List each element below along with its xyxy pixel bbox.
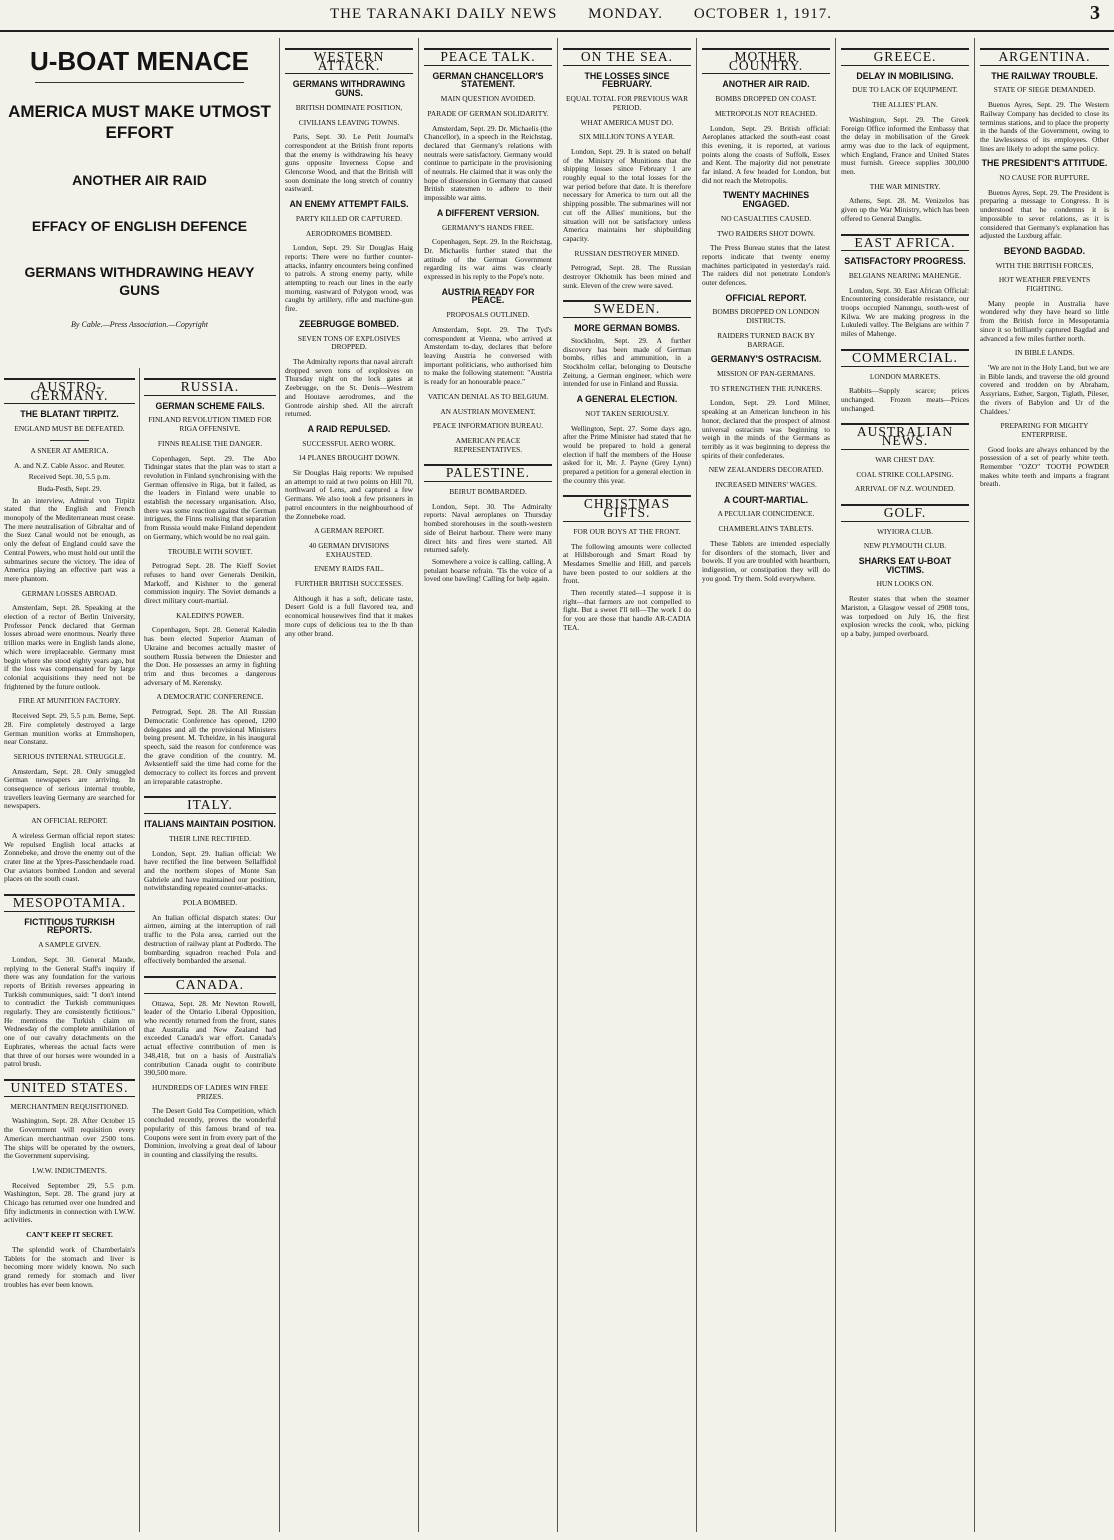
article-text: London, Sept. 29. British official: Aeroplanes attacked the south-east coast this evening, it is reported, at various points along the coasts of Suffolk, Essex and Kent. The majority did not penetrate far inland. A few headed for London, but did not reach the Metropolis. [702, 123, 830, 185]
section-mother-country: MOTHER COUNTRY. [702, 48, 830, 74]
small-head: CIVILIANS LEAVING TOWNS. [298, 117, 400, 127]
column-mother-country [697, 38, 836, 1532]
masthead [0, 0, 1114, 32]
small-head: METROPOLIS NOT REACHED. [715, 108, 817, 118]
small-head: BOMBS DROPPED ON COAST. [715, 94, 817, 104]
article-text: Petrograd, Sept. 28. The Russian destroyer Okhotnik has been mined and sunk. Eleven of the crew were saved. [563, 263, 691, 290]
section-canada: CANADA. [144, 976, 276, 994]
small-head: A PECULIAR COINCIDENCE. [717, 509, 815, 519]
small-head: LONDON MARKETS. [869, 371, 941, 381]
article-text: London, Sept. 30. The Admiralty reports: Naval aeroplanes on Thursday bombed storehouses in the south-western side of Beirut harbour. There were many direct hits and fires were started. All returned safely. [424, 501, 552, 555]
small-head: GERMANY'S HANDS FREE. [442, 222, 534, 232]
small-head: MAIN QUESTION AVOIDED. [440, 94, 536, 104]
received-line: Received Sept. 30, 5.5 p.m. [28, 472, 111, 482]
advert-title: CAN'T KEEP IT SECRET. [26, 1230, 113, 1240]
section-palestine: PALESTINE. [424, 464, 552, 482]
column-peace-talk [419, 38, 558, 1532]
small-head: FIRE AT MUNITION FACTORY. [18, 696, 121, 706]
subhead: A DIFFERENT VERSION. [436, 207, 540, 218]
small-head: HOT WEATHER PREVENTS FIGHTING. [998, 275, 1091, 294]
small-head: PARTY KILLED OR CAPTURED. [295, 213, 403, 223]
small-head: BRITISH DOMINATE POSITION, [295, 102, 403, 112]
byline: By Cable.—Press Association.—Copyright [71, 320, 208, 329]
article-text: In an interview, Admiral von Tirpitz stated that the English and French monopoly of the Mediterranean must cease. The mere neutralisation of Gibraltar and of the Suez Canal would not be enough, as only the defeat of England could save the Central Powers, who must hold out until the submarines secure the victory. The idea of America playing an effective part was a mere phantom. [4, 495, 135, 583]
subcolumn-austro-germany [0, 368, 140, 1532]
section-australian-news: AUSTRALIAN NEWS. [841, 423, 969, 449]
section-united-states: UNITED STATES. [4, 1079, 135, 1097]
article-text: Received September 29, 5.5 p.m. Washington, Sept. 28. The grand jury at Chicago has returned over one hundred and fifty indictments in connection with I.W.W. activities. [4, 1180, 135, 1225]
small-head: PREPARING FOR MIGHTY ENTERPRISE. [1000, 421, 1089, 439]
subhead: GERMAN CHANCELLOR'S STATEMENT. [432, 70, 544, 90]
subhead: SATISFACTORY PROGRESS. [844, 256, 966, 267]
small-head: PROPOSALS OUTLINED. [446, 310, 530, 320]
small-head: MISSION OF PAN-GERMANS. [716, 368, 816, 378]
place-line: Buda-Pesth, Sept. 29. [37, 483, 102, 493]
section-mesopotamia: MESOPOTAMIA. [4, 894, 135, 912]
masthead-title [330, 6, 858, 23]
subhead: ANOTHER AIR RAID. [722, 79, 810, 90]
credit-line: A. and N.Z. Cable Assoc. and Reuter. [13, 460, 126, 470]
section-russia: RUSSIA. [144, 378, 276, 396]
article-text: Paris, Sept. 30. Le Petit Journal's correspondent at the British front reports that the enemy is withdrawing his heavy guns opposite Inverness Copse and Glencorse Wood, and that the British will soon dominate the long stretch of country eastward. [285, 132, 413, 194]
small-head: RAIDERS TURNED BACK BY BARRAGE. [717, 330, 815, 349]
section-east-africa: EAST AFRICA. [841, 234, 969, 252]
subhead: GERMANY'S OSTRACISM. [710, 354, 822, 365]
column-on-the-sea [558, 38, 697, 1532]
article-text: Washington, Sept. 29. The Greek Foreign Office informed the Embassy that the delay in mobilisation of the Greek army was due to the lack of equipment, which England, France and United States must furnish. Greece supplies 300,000 men. [841, 114, 969, 177]
small-head: IN BIBLE LANDS. [1014, 348, 1075, 358]
subhead: AUSTRIA READY FOR PEACE. [441, 286, 535, 306]
small-head: AN OFFICIAL REPORT. [31, 816, 108, 826]
small-head: ARRIVAL OF N.Z. WOUNDED. [854, 484, 956, 494]
subhead: ZEEBRUGGE BOMBED. [299, 318, 399, 329]
small-head: NO CASUALTIES CAUSED. [720, 213, 812, 223]
small-head: INCREASED MINERS' WAGES. [715, 480, 817, 490]
article-text: Stockholm, Sept. 29. A further discovery has been made of German bombs, rifles and ammunition, in a Stockholm cellar, belonging to Deutsche Zeitung, a German engineer, which were intended for use in Finland and Russia. [563, 335, 691, 389]
subhead: MORE GERMAN BOMBS. [574, 323, 680, 334]
subhead: BEYOND BAGDAD. [1003, 245, 1086, 256]
article-text: The Admiralty reports that naval aircraft dropped seven tons of explosives on Thursday night on the lock gates at Zeebrugge, on the St. Denis—Westrem and Houtave aerodromes, and the Gontrode airship shed. All the aircraft returned. [285, 356, 413, 419]
small-head: A GERMAN REPORT. [314, 526, 384, 536]
lead-deck-1: AMERICA MUST MAKE UTMOST EFFORT [8, 102, 271, 142]
section-western-attack: WESTERN ATTACK. [285, 48, 413, 74]
small-head: ENGLAND MUST BE DEFEATED. [14, 424, 125, 434]
small-head: RUSSIAN DESTROYER MINED. [574, 248, 680, 258]
divider [50, 440, 89, 441]
section-on-the-sea: ON THE SEA. [563, 48, 691, 66]
advert-text: The splendid work of Chamberlain's Tablets for the stomach and liver is becoming more widely known. No such grand remedy for stomach and liver troubles has ever been known. [4, 1244, 135, 1289]
section-commercial: COMMERCIAL. [841, 349, 969, 367]
article-text: Copenhagen, Sept. 29. The Abo Tidningar states that the plan was to start a revolution in Finland synchronising with the German offensive in Riga, but it failed, as the leaders in Finland were unable to establish the necessary organisation. Also, there was some reaction against the German intrigues, the Finns realising that separation from Russia would make Finland dependent on Germany, which would be no real gain. [144, 453, 276, 541]
small-head: THE WAR MINISTRY. [869, 181, 941, 191]
subhead: GERMAN SCHEME FAILS. [155, 400, 265, 411]
small-head: TROUBLE WITH SOVIET. [167, 546, 253, 556]
small-head: GERMAN LOSSES ABROAD. [21, 588, 118, 598]
section-greece: GREECE. [841, 48, 969, 66]
small-head: TO STRENGTHEN THE JUNKERS. [709, 383, 823, 393]
lead-deck-4: GERMANS WITHDRAWING HEAVY GUNS [24, 264, 255, 298]
article-text: Athens, Sept. 28. M. Venizelos has given up the War Ministry, which has been offered to General Danglis. [841, 196, 969, 223]
advert-text: Then recently stated—I suppose it is right—that farmers are not compelled to fight. But a sweet I'll tell—The work I do for you are those that handle AR-CADIA TEA. [563, 588, 691, 632]
column-lead [0, 38, 280, 1532]
advert-text: These Tablets are intended especially for disorders of the stomach, liver and bowels. If you are troubled with heartburn, indigestion, or constipation they will do you good. Try them. Sold everywhere. [702, 538, 830, 583]
article-text: Received Sept. 29, 5.5 p.m. Berne, Sept. 28. Fire completely destroyed a large German munition works at Emmshopen, near Constanz. [4, 711, 135, 747]
masthead-day: MONDAY. [588, 6, 664, 22]
small-head: 40 GERMAN DIVISIONS EXHAUSTED. [308, 540, 390, 559]
article-text: Reuter states that when the steamer Mariston, a Glasgow vessel of 2908 tons, was torpedoed on July 16, the first explosion wrecks the cook, who, picking up a baby, jumped overboard. [841, 594, 969, 638]
article-text: London, Sept. 29. Italian official: We have rectified the line between Sellaffidol and the northern slopes of Monte San Gabriele and have maintained our position, notwithstanding repeated counter-attacks. [144, 848, 276, 893]
small-head: ENEMY RAIDS FAIL. [314, 564, 384, 574]
subhead: AN ENEMY ATTEMPT FAILS. [289, 199, 409, 210]
article-text: An Italian official dispatch states: Our airmen, aiming at the interruption of rail traffic to the Pola area, carried out the destruction of railway plant at Podbrdo. The bombarding squadron reached Pola and effectively bombarded the arsenal. [144, 912, 276, 966]
article-text: Copenhagen, Sept. 29. In the Reichstag, Dr. Michaelis further stated that the attitude of the German Government regarding its war aims was clearly expressed in his reply to the Pope's note. [424, 237, 552, 282]
subhead: THE RAILWAY TROUBLE. [991, 70, 1098, 81]
small-head: CHAMBERLAIN'S TABLETS. [718, 524, 814, 534]
small-head: WHAT AMERICA MUST DO. [580, 117, 674, 127]
article-text: Ottawa, Sept. 28. Mr Newton Rowell, leader of the Ontario Liberal Opposition, who recently returned from the front, states that Australia and New Zealand had exceeded Canada's war effort. Canada's actual effective contribution of men is 348,418, but on a basis of Australia's contribution Canada ought to contribute 390,500 more. [144, 998, 276, 1078]
article-text: Many people in Australia have wondered why they have heard so little from the British force in Mesopotamia since it so brilliantly captured Bagdad and advanced a few miles further north. [980, 298, 1109, 343]
lead-deck-3: EFFACY OF ENGLISH DEFENCE [31, 218, 248, 234]
section-argentina: ARGENTINA. [980, 48, 1109, 66]
small-head: BEIRUT BOMBARDED. [449, 487, 527, 497]
article-text: London, Sept. 29. Lord Milner, speaking at an American luncheon in his honor, declared that the prospect of almost universal ostracism was beginning to weigh in the minds of the Germans as terribly as it was beginning to depress the spirits of their confederates. [702, 398, 830, 460]
article-text: London, Sept. 29. It is stated on behalf of the Ministry of Munitions that the shipping losses since February 1 are roughly equal to the total losses for the war period before that date. It is therefore necessary for America to turn out all the shipping possible. The submarines will not cut off the Allies' munitions, but the situation will not be satisfactory unless America maintains her shipbuilding capacity. [563, 146, 691, 243]
small-head: BOMBS DROPPED ON LONDON DISTRICTS. [712, 307, 820, 326]
article-text: 'We are not in the Holy Land, but we are in Bible lands, and traverse the old ground covered and trodden on by Abraham, Assyrians, Esther, Sargon, Tiglath, Pileser, the rivers of Babylon and Ur of the Chaldees.' [980, 362, 1109, 416]
subhead: THE PRESIDENT'S ATTITUDE. [981, 158, 1108, 169]
article-text: A wireless German official report states: We repulsed English local attacks at Zonnebeke, and drove the enemy out of the crater line at the Ypres-Passchendaele road. Our aviators bombed London and several places on the south coast. [4, 830, 135, 884]
page-number: 3 [1090, 2, 1100, 24]
small-head: 14 PLANES BROUGHT DOWN. [298, 453, 400, 463]
small-head: KALEDIN'S POWER. [176, 610, 244, 620]
small-head: STATE OF SIEGE DEMANDED. [993, 85, 1096, 95]
article-text: Amsterdam, Sept. 29. The Tyd's correspondent at Vienna, who arrived at Amsterdam to-day, declares that before leaving Austria he conversed with important politicians, who authorised him to make the following statement: "Austria is ready for an honourable peace." [424, 324, 552, 387]
subhead: TWENTY MACHINES ENGAGED. [722, 190, 810, 210]
small-head: NO CAUSE FOR RUPTURE. [999, 173, 1090, 183]
small-head: BELGIANS NEARING MAHENGE. [848, 270, 962, 280]
small-head: A SNEER AT AMERICA. [30, 445, 109, 455]
small-head: SIX MILLION TONS A YEAR. [579, 132, 675, 142]
small-head: A DEMOCRATIC CONFERENCE. [156, 692, 264, 702]
article-text: Amsterdam, Sept. 28. Speaking at the election of a rector of Berlin University, Professor Penck declared that German losses abroad were enormous. Nearly three trillion marks were in English lands alone, which were irreplaceable. Germany must begin where she stood eighty years ago, but if the loss was compensated for by large colonial acquisitions they need not be frightened by the future outlook. [4, 603, 135, 691]
small-head: PEACE INFORMATION BUREAU. [432, 421, 544, 431]
subhead: FICTITIOUS TURKISH REPORTS. [24, 916, 115, 936]
small-head: A SAMPLE GIVEN. [38, 940, 101, 950]
article-text: Petrograd Sept. 28. The Kieff Soviet refuses to hand over Generals Denikin, Markoff, and Kishner to the general commission inquiry. The Soviet demands a direct military court-martial. [144, 561, 276, 606]
lead-subcolumns [0, 368, 279, 1532]
small-head: I.W.W. INDICTMENTS. [32, 1165, 107, 1175]
small-head: FINNS REALISE THE DANGER. [157, 438, 263, 448]
section-peace-talk: PEACE TALK. [424, 48, 552, 66]
subhead: GERMANS WITHDRAWING GUNS. [292, 79, 406, 99]
small-head: SERIOUS INTERNAL STRUGGLE. [13, 751, 126, 761]
section-austro-germany: AUSTRO-GERMANY. [4, 378, 135, 404]
small-head: HUN LOOKS ON. [876, 579, 934, 589]
small-head: COAL STRIKE COLLAPSING. [856, 469, 954, 479]
article-text: Sir Douglas Haig reports: We repulsed an attempt to raid at two points on Hill 70, northward of Lens, and captured a few Germans. We also took a few prisoners in patrol encounters in the neighbourhood of the Zonnebeke road. [285, 468, 413, 521]
small-head: POLA BOMBED. [182, 898, 238, 908]
small-head: HUNDREDS OF LADIES WIN FREE PRIZES. [151, 1083, 269, 1101]
small-head: NEW ZEALANDERS DECORATED. [708, 465, 824, 475]
subhead: THE LOSSES SINCE FEBRUARY. [584, 70, 670, 90]
small-head: AERODROMES BOMBED. [305, 228, 393, 238]
article-text: Rabbits—Supply scarce; prices unchanged. Frozen meats—Prices unchanged. [841, 386, 969, 413]
small-head: NEW PLYMOUTH CLUB. [863, 541, 947, 551]
article-text: Buenos Ayres, Sept. 29. The Western Railway Company has decided to close its terminus stations, and to place the property in the hands of the Government, owing to the lawlessness of its employees. Other lines are likely to adopt the same policy. [980, 100, 1109, 153]
article-text: The Press Bureau states that the latest reports indicate that twenty enemy machines participated in yesterday's raid. The raiders did not penetrate London's outer defences. [702, 243, 830, 288]
article-text: Copenhagen, Sept. 28. General Kaledin has been elected Superior Ataman of Ukraine and becomes actually master of southern Russia between the Dniester and the Don. He possesses an army in fighting trim and thus becomes a dangerous adversary of M. Kerensky. [144, 625, 276, 687]
small-head: SEVEN TONS OF EXPLOSIVES DROPPED. [297, 333, 401, 352]
subhead: A RAID REPULSED. [307, 423, 391, 434]
article-text: London, Sept. 30. East African Official: Encountering considerable resistance, our troops occupied Nanungu, south-west of Kilwa. We are making progress in the Lukuledi valley. The Belgians are within 7 miles of Mahenge. [841, 285, 969, 339]
small-head: WIYIORA CLUB. [877, 526, 933, 536]
subhead: A COURT-MARTIAL. [723, 494, 809, 505]
small-head: FOR OUR BOYS AT THE FRONT. [573, 526, 681, 536]
small-head: FINLAND REVOLUTION TIMED FOR RIGA OFFENSIVE. [148, 415, 272, 434]
paper-name: THE TARANAKI DAILY NEWS [330, 6, 558, 22]
article-text: London, Sept. 30. General Maude, replying to the General Staff's inquiry if there was any foundation for the various reports of British reverses appearing in Turkish communiques, said: "I don't intend to contradict the Turkish communiques regularly. They are consistently fictitious." He mentions the Turkish claim on Wednesday of the complete annihilation of one of our cavalry detachments on the Euphrates, whereas the actual facts were that three of our horses were wounded in a patrol brush. [4, 954, 135, 1069]
small-head: DUE TO LACK OF EQUIPMENT. [852, 85, 958, 95]
small-head: WAR CHEST DAY. [875, 454, 935, 464]
column-western-attack [280, 38, 419, 1532]
section-italy: ITALY. [144, 796, 276, 814]
small-head: FURTHER BRITISH SUCCESSES. [294, 579, 404, 589]
small-head: PARADE OF GERMAN SOLIDARITY. [427, 108, 549, 118]
section-christmas-gifts: CHRISTMAS GIFTS. [563, 495, 691, 521]
article-text: The Desert Gold Tea Competition, which concluded recently, proves the wonderful popularity of this famous brand of tea. Coupons were sent in from every part of the Dominion, involving a great deal of labour in counting and classifying the results. [144, 1106, 276, 1159]
section-sweden: SWEDEN. [563, 300, 691, 318]
advert-text: Somewhere a voice is calling, calling, A petulant hoarse refrain. 'Tis the voice of a loved one bawling! Calling for help again. [424, 556, 552, 584]
small-head: TWO RAIDERS SHOT DOWN. [717, 228, 815, 238]
article-text: London, Sept. 29. Sir Douglas Haig reports: There were no further counter-attacks, infantry encounters being confined to patrols. A strong enemy party, while attempting to reach our lines in the early morning, eastward of Polygon wood, was caught by artillery, rifle and machine-gun fire. [285, 243, 413, 314]
masthead-date: OCTOBER 1, 1917. [693, 6, 833, 22]
article-text: Petrograd, Sept. 28. The All Russian Democratic Conference has opened, 1200 delegates and all the provisional Ministers being present. M. Tcheidze, in his inaugural speech, said the reason for conference was the grave condition of the country. M. Avksentieff said the time had come for the democracy to collect its forces and prevent an irreparable catastrophe. [144, 707, 276, 786]
small-head: MERCHANTMEN REQUISITIONED. [10, 1101, 129, 1111]
advert-text: Good looks are always enhanced by the possession of a set of pearly white teeth. Remember "OZO" TOOTH POWDER makes white teeth and imparts a fragrant breath. [980, 444, 1109, 489]
small-head: THEIR LINE RECTIFIED. [169, 833, 251, 843]
subhead: A GENERAL ELECTION. [576, 394, 678, 405]
small-head: AN AUSTRIAN MOVEMENT. [440, 406, 536, 416]
subhead-tirpitz: THE BLATANT TIRPITZ. [20, 409, 119, 420]
small-head: THE ALLIES' PLAN. [872, 100, 938, 110]
lead-deck-2: ANOTHER AIR RAID [72, 172, 207, 188]
article-text: Although it has a soft, delicate taste, Desert Gold is a full flavored tea, and economical housewives find that it makes more cups of delicious tea to the lb than any other brand. [285, 593, 413, 638]
article-text: Buenos Ayres, Sept. 29. The President is preparing a message to Congress. It is understood that he condemns it is impossible to sever relations, as it is considered that Germany's explanation has adjusted the Luxburg affair. [980, 187, 1109, 241]
small-head: WITH THE BRITISH FORCES, [995, 260, 1094, 270]
small-head: SUCCESSFUL AERO WORK. [302, 438, 396, 448]
article-text: Amsterdam, Sept. 28. Only smuggled German newspapers are arriving. In consequence of serious internal trouble, travellers leaving Germany are searched for newspapers. [4, 766, 135, 811]
article-text: Amsterdam, Sept. 29. Dr. Michaelis (the Chancellor), in a speech in the Reichstag, declared that Germany's relations with neutrals were satisfactory. Germany would continue to participate in the provisioning of neutrals. He claimed that it was only the hope of dissension in Germany that caused British statesmen to adhere to their impossible war aims. [424, 123, 552, 203]
column-argentina [975, 38, 1114, 1532]
article-text: Wellington, Sept. 27. Some days ago, after the Prime Minister had stated that he would be prepared to hold a general election if half the members of the House asked for it, Mr. J. Payne (Grey Lynn) prepared a petition for a general election in the country this year. [563, 423, 691, 485]
subhead: DELAY IN MOBILISING. [856, 70, 954, 81]
divider [35, 82, 244, 83]
small-head: AMERICAN PEACE REPRESENTATIVES. [453, 435, 523, 454]
article-text: The following amounts were collected at Hillsborough and Smart Road by Mesdames Smellie and Hill, and parcels have been posted to our soldiers at the front. [563, 541, 691, 586]
section-golf: GOLF. [841, 504, 969, 522]
article-text: Washington, Sept. 28. After October 15 the Government will requisition every American merchantman over 2500 tons. The ships will be operated by the owners, the Government supervising. [4, 1116, 135, 1161]
small-head: VATICAN DENIAL AS TO BELGIUM. [427, 391, 549, 401]
subcolumn-russia [140, 368, 280, 1532]
column-greece [836, 38, 975, 1532]
subhead: SHARKS EAT U-BOAT VICTIMS. [858, 556, 952, 575]
small-head: NOT TAKEN SERIOUSLY. [585, 408, 669, 418]
lead-headline: U-BOAT MENACE [29, 46, 250, 76]
subhead: OFFICIAL REPORT. [725, 292, 807, 303]
subhead: ITALIANS MAINTAIN POSITION. [144, 819, 276, 830]
small-head: EQUAL TOTAL FOR PREVIOUS WAR PERIOD. [565, 94, 689, 112]
